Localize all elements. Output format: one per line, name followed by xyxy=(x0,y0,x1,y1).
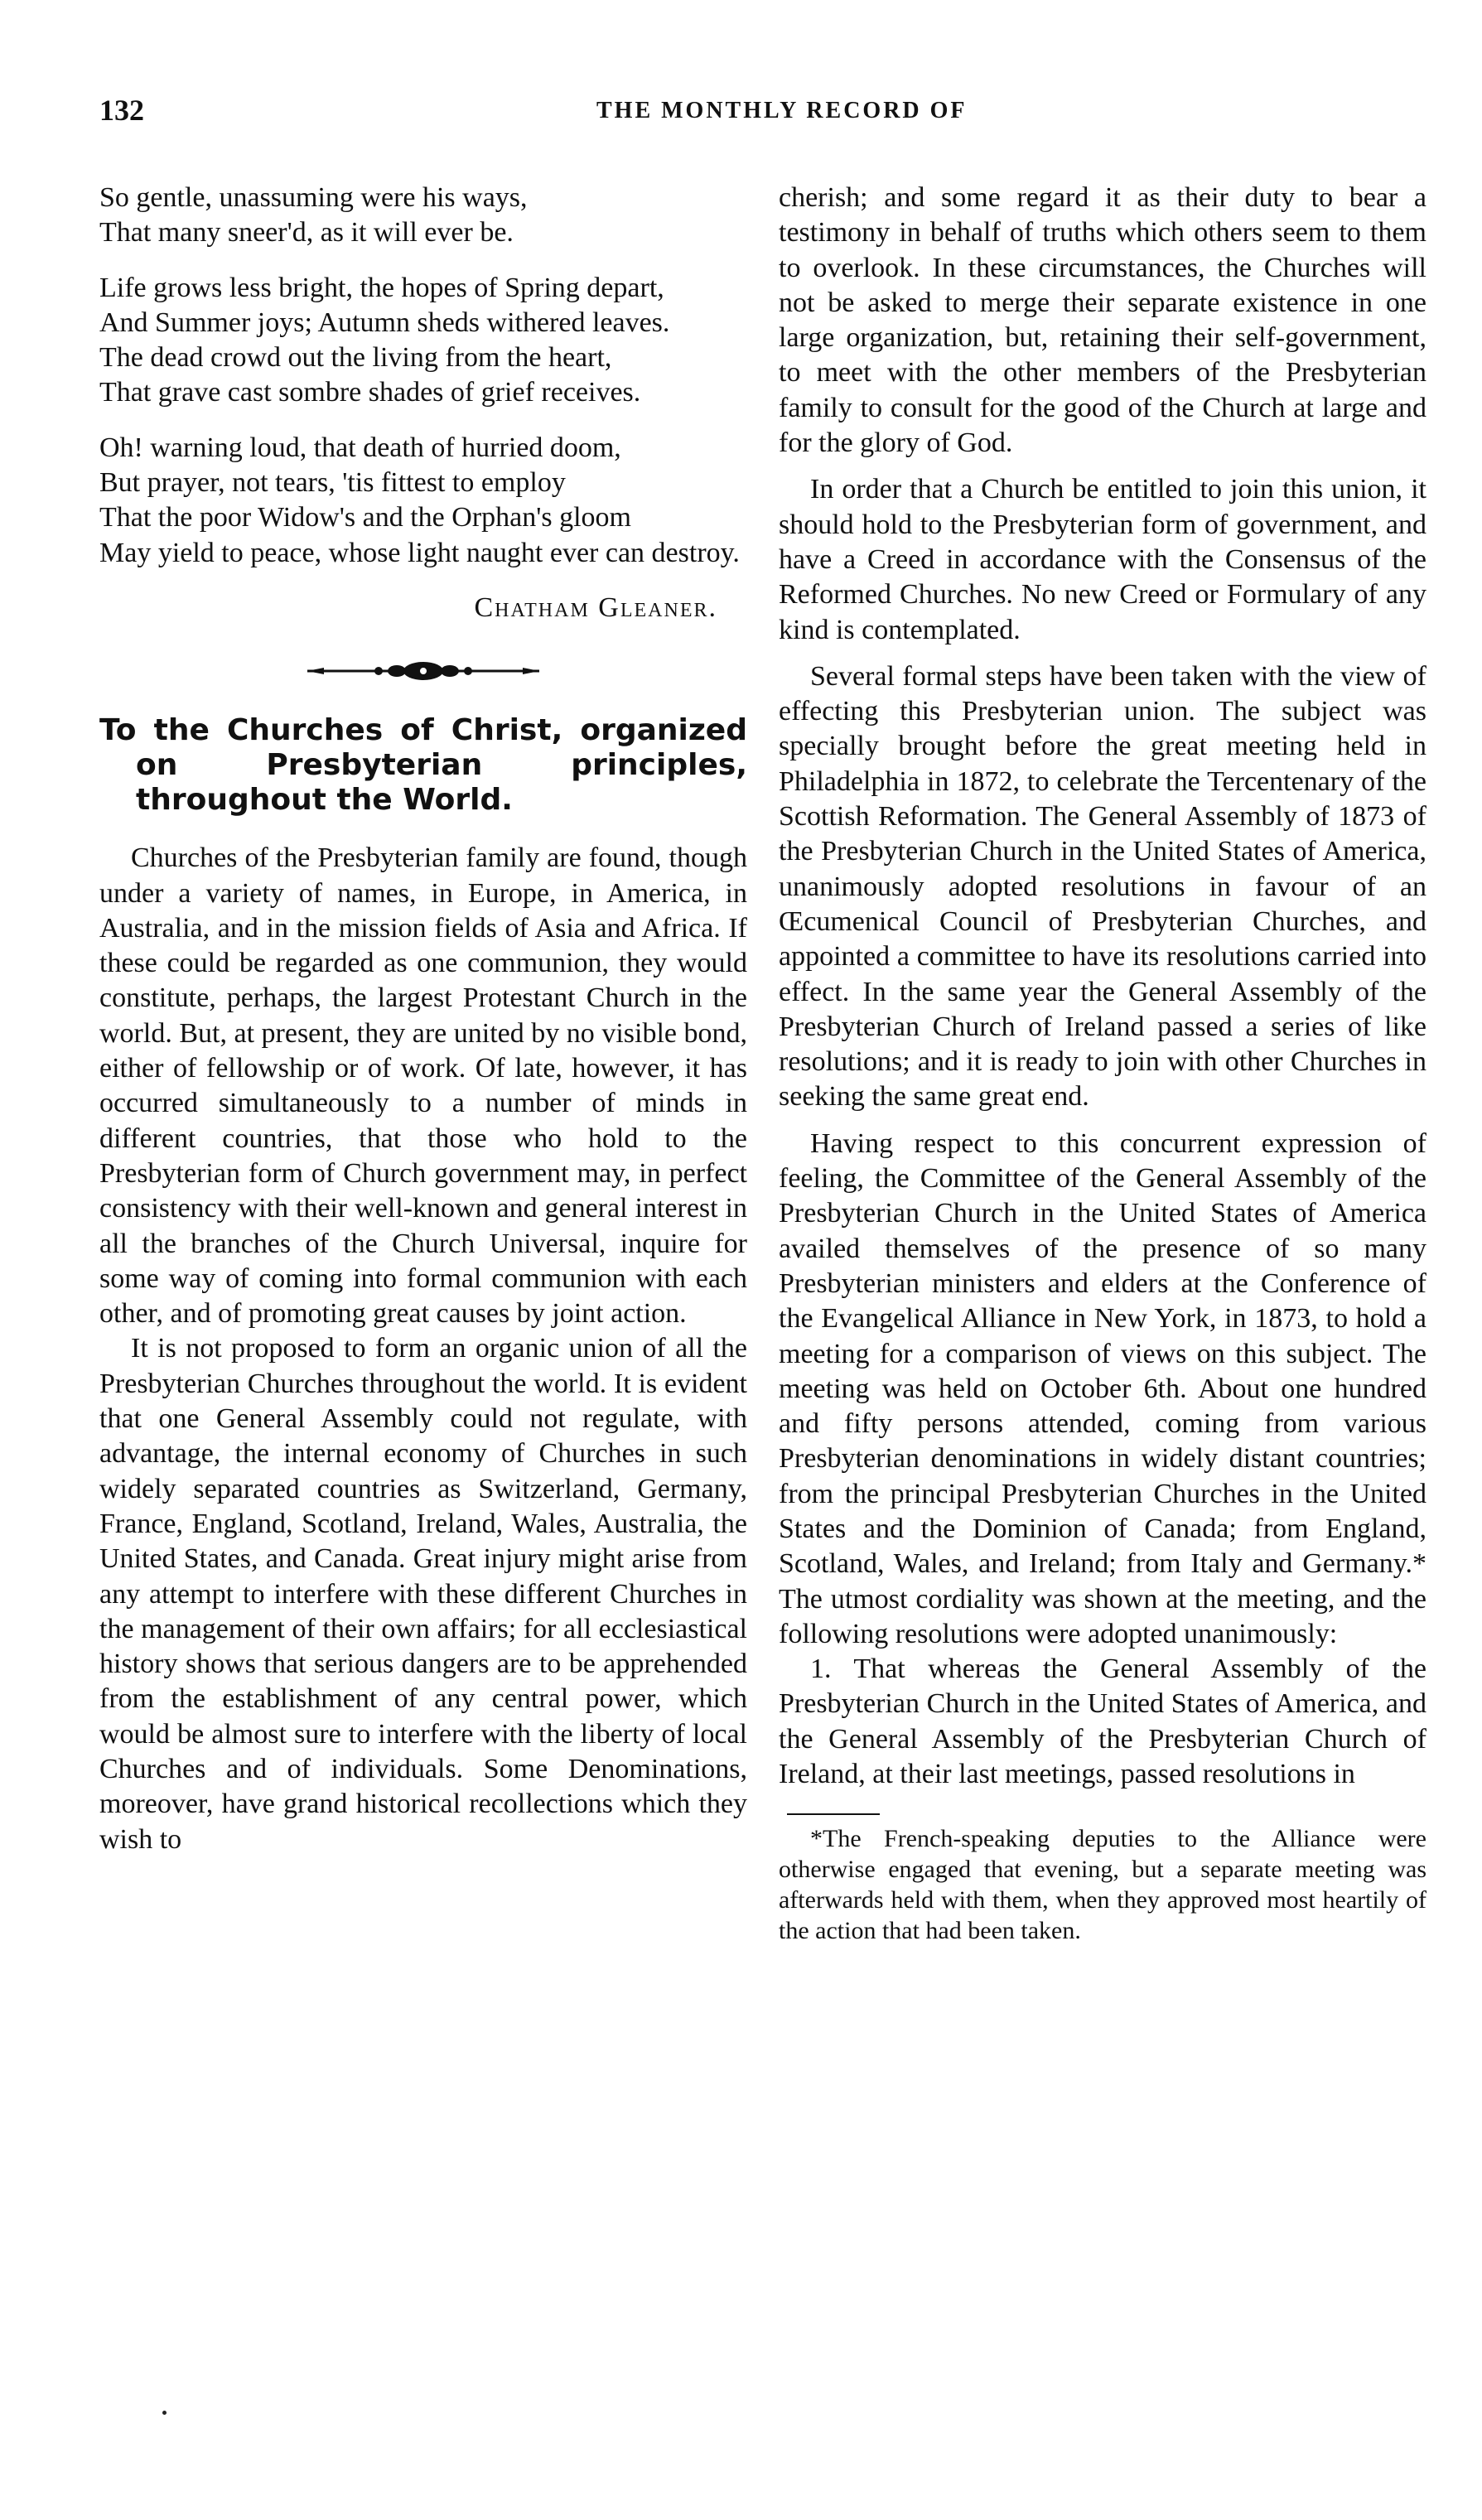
poem-stanza xyxy=(99,431,747,571)
running-title: THE MONTHLY RECORD OF xyxy=(596,98,968,123)
article-paragraph: In order that a Church be entitled to join this union, it should hold to the Presbyterian form of government, and have a Creed in accordance with the Consensus of the Reformed Churches. No new Creed or Formulary of any kind is contemplated. xyxy=(779,474,1426,645)
poem-line: That many sneer'd, as it will ever be. xyxy=(99,217,514,249)
poem-line: That the poor Widow's and the Orphan's gloom xyxy=(99,502,631,533)
poem-line: May yield to peace, whose light naught ever can destroy. xyxy=(99,537,740,568)
poem-line: That grave cast sombre shades of grief receives. xyxy=(99,377,641,408)
article-paragraph: Several formal steps have been taken with the view of effecting this Presbyterian union. The subject was specially brought before the great meeting held in Philadelphia in 1872, to celebrate the Tercentenary of the Scottish Reformation. The General Assembly of 1873 of the Presbyterian Church in the United States of America, unanimously adopted resolutions in favour of an Œcumenical Council of Presbyterian Churches, and appointed a committee to have its resolutions carried into effect. In the same year the General Assembly of the Presbyterian Church of Ireland passed a series of like resolutions; and it is ready to join with other Churches in seeking the same great end. xyxy=(779,660,1426,1113)
article-paragraph: Churches of the Presbyterian family are found, though under a variety of names, in Europe, in America, in Australia, and in the mission fields of Asia and Africa. If these could be regarded as one communion, they would constitute, perhaps, the largest Protestant Church in the world. But, at present, they are united by no visible bond, either of fellowship or of work. Of late, however, it has occurred simultaneously to a number of minds in different countries, that those who hold to the Presbyterian form of Church government may, in perfect consistency with their well-known and general interest in all the branches of the Church Universal, inquire for some way of coming into formal communion with each other, and of promoting great causes by joint action. xyxy=(99,842,747,1330)
article-title: To the Churches of Christ, organized on Presbyterian principles, throughout the World. xyxy=(99,713,747,818)
poem-line: And Summer joys; Autumn sheds withered leaves. xyxy=(99,307,670,338)
article-paragraph: cherish; and some regard it as their duty to bear a testimony in behalf of truths which others seem to them to overlook. In these circumstances, the Churches will not be asked to merge their separate existence in one large organization, but, retaining their self-government, to meet with the other members of the Presbyterian family to consult for the good of the Church at large and for the glory of God. xyxy=(779,182,1426,459)
article-paragraph: Having respect to this concurrent expression of feeling, the Committee of the General Assembly of the Presbyterian Church in the United States of America availed themselves of the presence of so many Presbyterian ministers and elders at the Conference of the Evangelical Alliance in New York, in 1873, to hold a meeting for a comparison of views on this subject. The meeting was held on October 6th. About one hundred and fifty persons attended, coming from various Presbyterian denominations in widely distant countries; from the principal Presbyterian Churches in the United States and the Dominion of Canada; from England, Scotland, Wales, and Ireland; from Italy and Germany.* The utmost cordiality was shown at the meeting, and the following resolutions were adopted unanimously: xyxy=(779,1127,1426,1649)
poem-line: Life grows less bright, the hopes of Spring depart, xyxy=(99,272,664,303)
poem-line: But prayer, not tears, 'tis fittest to employ xyxy=(99,467,566,499)
poem xyxy=(99,181,747,625)
poem-line: Oh! warning loud, that death of hurried doom, xyxy=(99,432,621,463)
article-paragraph: 1. That whereas the General Assembly of the Presbyterian Church in the United States of America, and the General Assembly of the Presbyterian Church of Ireland, at their last meetings, passed resolutions in xyxy=(779,1653,1426,1790)
footnote-rule xyxy=(787,1813,880,1815)
article-paragraph: It is not proposed to form an organic union of all the Presbyterian Churches throughout the world. It is evident that one General Assembly could not regulate, with advantage, the internal economy of Churches in such widely separated countries as Switzerland, Germany, France, England, Scotland, Ireland, Wales, Australia, the United States, and Canada. Great injury might arise from any attempt to interfere with these different Churches in the management of their own affairs; for all ecclesiastical history shows that serious dangers are to be apprehended from the establishment of any central power, which would be almost sure to interfere with the liberty of local Churches and of individuals. Some Denominations, moreover, have grand historical recollections which they wish to xyxy=(99,1333,747,1855)
poem-stanza xyxy=(99,271,747,411)
poem-signature: Chatham Gleaner. xyxy=(474,591,717,623)
footnote: *The French-speaking deputies to the Alliance were otherwise engaged that evening, but a separate meeting was afterwards held with them, when they approved most heartily of the action that had been taken. xyxy=(779,1825,1426,1945)
poem-line: The dead crowd out the living from the heart, xyxy=(99,342,612,374)
right-column xyxy=(779,181,1426,1946)
left-column xyxy=(99,181,747,1857)
ornament-divider-icon xyxy=(299,659,548,683)
ornament-divider xyxy=(99,659,747,683)
poem-stanza xyxy=(99,181,747,251)
poem-line: So gentle, unassuming were his ways, xyxy=(99,182,528,213)
page-header xyxy=(99,93,1417,142)
page-number: 132 xyxy=(99,94,144,127)
stray-ink-mark xyxy=(162,2411,167,2415)
